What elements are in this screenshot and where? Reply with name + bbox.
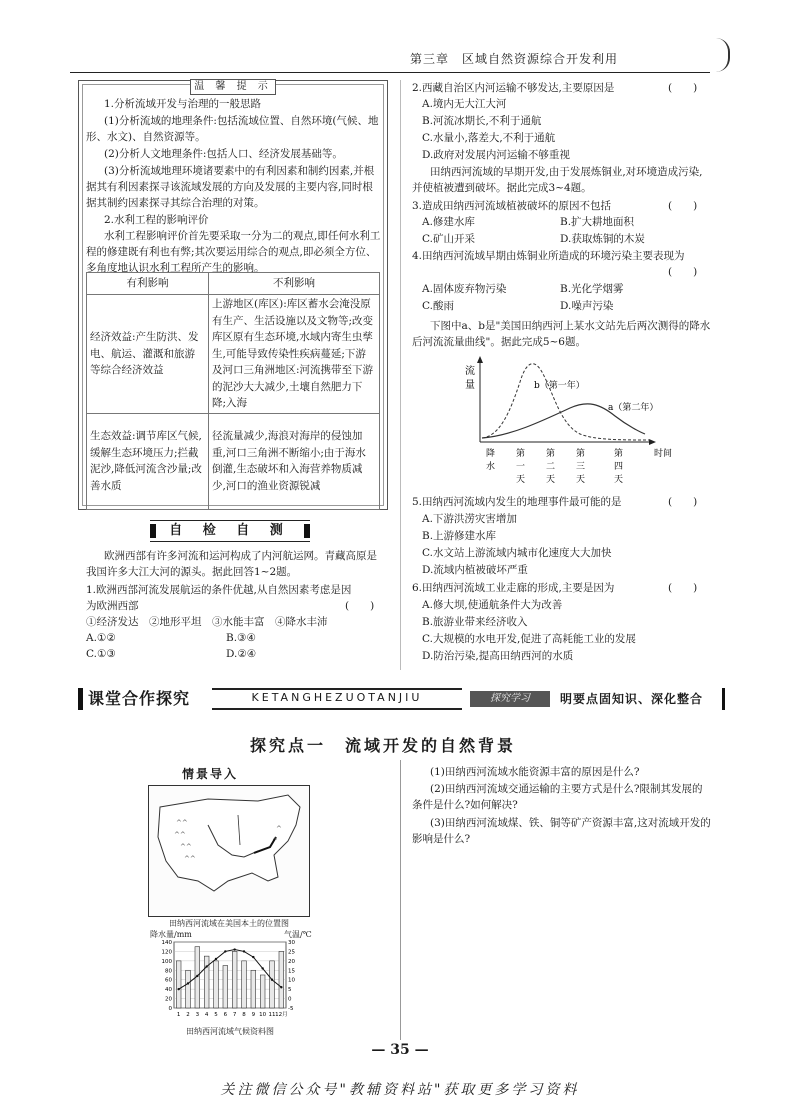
question-6-paren: ( ) (668, 582, 698, 594)
question-6-option-c: C.大规模的水电开发,促进了高耗能工业的发展 (422, 633, 636, 645)
y-tick-label: 80 (165, 968, 172, 975)
temperature-point (215, 958, 217, 960)
precip-bar (214, 961, 219, 1008)
question-1-option-c: C.①③ (86, 648, 116, 660)
precip-bar (223, 966, 228, 1008)
climate-chart (150, 938, 310, 1028)
question-6-option-b: B.旅游业带来经济收入 (422, 616, 528, 628)
tick-d3-1: 第 (576, 449, 586, 459)
table-header-favorable: 有利影响 (87, 273, 209, 295)
temperature-point (271, 979, 273, 981)
temperature-point (261, 967, 263, 969)
question-3-option-d: D.获取炼铜的木炭 (560, 233, 645, 245)
question-5-paren: ( ) (668, 496, 698, 508)
tick-d4-3: 天 (614, 475, 624, 485)
precip-bar (232, 951, 237, 1008)
climate-y1-label: 降水量/mm (150, 930, 192, 939)
impact-table (86, 272, 380, 510)
chapter-header: 第三章 区域自然资源综合开发利用 (410, 52, 619, 66)
temperature-point (252, 956, 254, 958)
y2-tick-label: -5 (288, 1006, 294, 1012)
tips-line-5: 2.水利工程的影响评价 (104, 214, 209, 226)
intro-5-6: 下图中a、b是"美国田纳西河上某水文站先后两次测得的降水后河流流量曲线"。据此完成5~6题。 (412, 320, 711, 348)
question-1-option-a: A.①② (86, 632, 116, 644)
tick-d3-2: 三 (576, 462, 586, 472)
table-cell-economic: 经济效益:产生防洪、发电、航运、灌溉和旅游等综合经济效益 (87, 295, 209, 414)
header-rule (70, 72, 710, 73)
question-1: 1.欧洲西部河流发展航运的条件优越,从自然因素考虑是因为欧洲西部 (86, 584, 352, 612)
page-number: — 35 — (371, 1042, 429, 1058)
explore-title: 探究点一 流域开发的自然背景 (250, 736, 517, 755)
x-tick-label: 11 (268, 1012, 276, 1018)
x-tick-label: 2 (186, 1012, 190, 1018)
banner-pinyin-box (212, 688, 462, 710)
intro-3-4: 田纳西河流域的早期开发,由于发展炼铜业,对环境造成污染,并使植被遭到破坏。据此完成3~4题。 (412, 166, 703, 194)
flow-curve-chart (430, 352, 700, 494)
temperature-point (205, 965, 207, 967)
svg-text:^^: ^^ (180, 843, 192, 851)
temperature-point (224, 950, 226, 952)
question-2-option-d: D.政府对发展内河运输不够重视 (422, 149, 570, 161)
label-a: a（第二年） (608, 403, 659, 413)
x-tick-label: 8 (242, 1012, 246, 1018)
tips-line-6: 水利工程影响评价首先要采取一分为二的观点,即任何水利工程的修建既有利也有弊;其次要运用综合的观点,即必须全方位、多角度地认识水利工程所产生的影响。 (86, 230, 381, 274)
question-6-option-a: A.修大坝,使通航条件大为改善 (422, 599, 563, 611)
table-cell-upstream: 上游地区(库区):库区蓄水会淹没原有生产、生活设施以及文物等;改变库区原有生态环境,水域内寄生虫孳生,可能导致传染性疾病蔓延;下游及河口三角洲地区:河流携带至下游的泥沙大大减少,土壤自然肥力下降;入海 (209, 295, 380, 414)
question-4-paren: ( ) (668, 266, 698, 278)
temperature-point (196, 975, 198, 977)
x-tick-label: 12月 (275, 1012, 288, 1018)
footer-text: 关注微信公众号"教辅资料站"获取更多学习资料 (220, 1082, 580, 1098)
climate-caption: 田纳西河流域气候资料图 (186, 1027, 274, 1036)
question-3-option-c: C.矿山开采 (422, 233, 475, 245)
explore-divider (400, 760, 401, 1040)
banner-slogan: 明要点固知识、深化整合 (560, 692, 704, 706)
question-3-paren: ( ) (668, 200, 698, 212)
selftest-banner (150, 520, 310, 542)
temperature-point (280, 986, 282, 988)
label-b: b（第一年） (534, 381, 585, 391)
column-divider (400, 80, 401, 670)
tick-d3-3: 天 (576, 475, 586, 485)
question-3-option-a: A.修建水库 (422, 216, 475, 228)
question-2-option-a: A.境内无大江大河 (422, 98, 507, 110)
tick-rain-1: 降 (486, 449, 496, 459)
question-6-option-d: D.防治污染,提高田纳西河的水质 (422, 650, 574, 662)
y-tick-label: 60 (165, 977, 172, 984)
x-tick-label: 7 (232, 1012, 237, 1018)
question-4-option-c: C.酸雨 (422, 300, 454, 312)
table-header-unfavorable: 不利影响 (209, 273, 380, 295)
x-tick-label: 3 (195, 1012, 200, 1018)
svg-text:^^: ^^ (174, 831, 186, 839)
question-1-option-b: B.③④ (226, 632, 256, 644)
precip-bar (251, 970, 256, 1008)
y-tick-label: 140 (161, 940, 172, 946)
y2-tick-label: 30 (288, 940, 295, 946)
tick-d2-2: 二 (546, 462, 556, 472)
x-tick-label: 1 (176, 1012, 181, 1018)
tips-line-2: (1)分析流域的地理条件:包括流域位置、自然环境(气候、地形、水文)、自然资源等。 (86, 115, 379, 143)
question-1-paren: ( ) (345, 600, 375, 612)
question-5-option-d: D.流域内植被破坏严重 (422, 564, 528, 576)
precip-bar (176, 961, 181, 1008)
map-caption: 田纳西河流域在美国本土的位置图 (169, 919, 289, 928)
table-cell-ecological: 生态效益:调节库区气候,缓解生态环境压力;拦截泥沙,降低河流含沙量;改善水质 (87, 413, 209, 509)
selftest-title: 自 检 自 测 (169, 523, 291, 538)
y2-tick-label: 15 (288, 968, 295, 975)
climate-y2-label: 气温/℃ (284, 930, 312, 939)
precip-bar (279, 951, 284, 1008)
temperature-point (243, 950, 245, 952)
question-5-option-c: C.水文站上游流域内城市化速度大大加快 (422, 547, 612, 559)
tips-line-3: (2)分析人文地理条件:包括人口、经济发展基础等。 (104, 148, 343, 160)
x-tick-label: 10 (259, 1012, 267, 1018)
precip-bar (186, 970, 191, 1008)
precip-bar (242, 961, 247, 1008)
question-4-option-a: A.固体废弃物污染 (422, 283, 507, 295)
y2-tick-label: 20 (288, 958, 295, 965)
question-5: 5.田纳西河流域内发生的地理事件最可能的是 (412, 496, 622, 508)
y2-tick-label: 25 (288, 949, 295, 956)
banner-pinyin: KETANGHEZUOTANJIU (251, 691, 423, 704)
y2-tick-label: 10 (288, 977, 295, 984)
explore-question-3: (3)田纳西河流域煤、铁、铜等矿产资源丰富,这对流域开发的影响是什么? (412, 817, 711, 845)
question-4: 4.田纳西河流域早期由炼铜业所造成的环境污染主要表现为 (412, 250, 685, 262)
tips-line-4: (3)分析流域地理环境诸要素中的有利因素和制约因素,并根据其有利因素探寻该流域发展的方向及发展的主要内容,同时根据其制约因素探寻其综合治理的对策。 (86, 165, 375, 209)
temperature-point (177, 988, 179, 990)
svg-text:^: ^ (276, 825, 282, 833)
tick-d1-3: 天 (516, 475, 526, 485)
x-tick-label: 9 (251, 1012, 256, 1018)
y2-tick-label: 0 (288, 996, 292, 1003)
us-map (148, 785, 310, 917)
tick-d1-2: 一 (516, 462, 526, 472)
question-5-option-b: B.上游修建水库 (422, 530, 497, 542)
explore-question-2: (2)田纳西河流域交通运输的主要方式是什么?限制其发展的条件是什么?如何解决? (412, 783, 703, 811)
question-2: 2.西藏自治区内河运输不够发达,主要原因是 (412, 82, 615, 94)
y-tick-label: 0 (168, 1006, 172, 1012)
precip-bar (260, 975, 265, 1008)
temperature-line (179, 950, 282, 990)
selftest-intro: 欧洲西部有许多河流和运河构成了内河航运网。青藏高原是我国许多大江大河的源头。据此回答1~2题。 (86, 550, 377, 578)
svg-text:^: ^ (272, 837, 278, 845)
banner-bar-icon (78, 688, 83, 710)
temperature-point (233, 948, 235, 950)
question-4-option-b: B.光化学烟雾 (560, 283, 624, 295)
tick-d4-1: 第 (614, 449, 624, 459)
question-2-option-b: B.河流冰期长,不利于通航 (422, 115, 542, 127)
question-2-paren: ( ) (668, 82, 698, 94)
question-2-option-c: C.水量小,落差大,不利于通航 (422, 132, 556, 144)
plot-frame (174, 942, 286, 1008)
explore-question-1: (1)田纳西河流域水能资源丰富的原因是什么? (430, 766, 640, 778)
y-tick-label: 20 (165, 996, 172, 1003)
x-tick-label: 4 (204, 1012, 209, 1018)
header-ornament (716, 38, 730, 72)
question-5-option-a: A.下游洪涝灾害增加 (422, 513, 517, 525)
question-1-option-d: D.②④ (226, 648, 257, 660)
curve-b (482, 364, 650, 440)
question-6: 6.田纳西河流域工业走廊的形成,主要是因为 (412, 582, 615, 594)
banner-tag: 探究学习 (470, 691, 550, 707)
x-tick-label: 5 (214, 1012, 218, 1018)
tick-d2-3: 天 (546, 475, 556, 485)
temperature-point (187, 982, 189, 984)
table-cell-downstream: 径流量减少,海浪对海岸的侵蚀加重,河口三角洲不断缩小;由于海水倒灌,生态破坏和入海营养物质减少,河口的渔业资源锐减 (209, 413, 380, 509)
y2-tick-label: 5 (288, 987, 292, 994)
question-3-option-b: B.扩大耕地面积 (560, 216, 635, 228)
question-4-option-d: D.噪声污染 (560, 300, 614, 312)
y-tick-label: 120 (161, 949, 172, 956)
tick-d1-1: 第 (516, 449, 526, 459)
precip-bar (270, 961, 275, 1008)
question-3: 3.造成田纳西河流域植被破坏的原因不包括 (412, 200, 612, 212)
banner-flag-right (304, 524, 310, 538)
tips-line-1: 1.分析流域开发与治理的一般思路 (104, 98, 262, 110)
tips-title: 温 馨 提 示 (190, 79, 276, 95)
x-tick-label: 6 (223, 1012, 228, 1018)
svg-text:^^: ^^ (184, 855, 196, 863)
y-axis-label-2: 量 (465, 380, 475, 391)
banner-end-bar (722, 688, 725, 710)
y-axis-label-1: 流 (465, 366, 475, 377)
explore-subtitle: 情景导入 (182, 767, 239, 781)
y-tick-label: 40 (165, 987, 172, 994)
svg-text:^^: ^^ (176, 819, 188, 827)
question-1-items: ①经济发达 ②地形平坦 ③水能丰富 ④降水丰沛 (86, 616, 328, 628)
y-tick-label: 100 (161, 958, 172, 965)
banner-title: 课堂合作探究 (88, 689, 191, 708)
tick-rain-2: 水 (486, 462, 496, 472)
tick-d4-2: 四 (614, 462, 624, 472)
precip-bar (204, 956, 209, 1008)
x-axis-label: 时间 (654, 449, 673, 459)
tick-d2-1: 第 (546, 449, 556, 459)
